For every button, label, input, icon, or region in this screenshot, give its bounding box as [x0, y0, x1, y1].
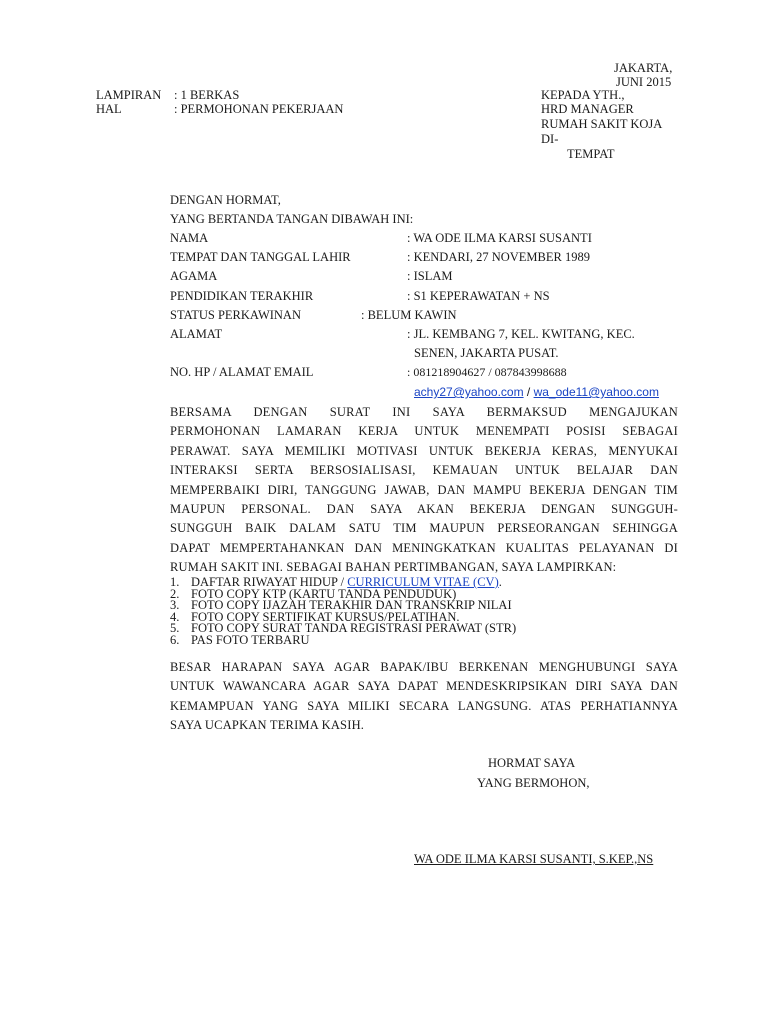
hal-value: : PERMOHONAN PEKERJAAN — [174, 102, 344, 116]
field-alamat-value2: SENEN, JAKARTA PUSAT. — [414, 346, 559, 360]
body2-line: SAYA UCAPKAN TERIMA KASIH. — [170, 718, 365, 733]
attachment-text: DAFTAR RIWAYAT HIDUP / — [191, 575, 348, 589]
field-agama-label: AGAMA — [170, 269, 218, 283]
field-alamat-value: : JL. KEMBANG 7, KEL. KWITANG, KEC. — [407, 327, 635, 341]
body1-line: RUMAH SAKIT INI. SEBAGAI BAHAN PERTIMBANGAN, SAYA LAMPIRKAN: — [170, 560, 617, 575]
attachment-num: 4. — [170, 609, 180, 624]
attachment-text: PAS FOTO TERBARU — [191, 632, 310, 647]
intro-text: YANG BERTANDA TANGAN DIBAWAH INI: — [170, 212, 414, 226]
attachment-num: 5. — [170, 621, 180, 635]
attachment-text: FOTO COPY KTP (KARTU TANDA PENDUDUK) — [191, 586, 457, 601]
attachment-list — [170, 577, 516, 646]
body-paragraph-2 — [170, 658, 678, 736]
body1-line: MAUPUN PERSONAL. DAN SAYA AKAN BEKERJA DENGAN SUNGGUH- — [170, 502, 678, 517]
body1-line: INTERAKSI SERTA BERSOSIALISASI, KEMAUAN UNTUK BELAJAR DAN — [170, 463, 678, 478]
body1-line: PERMOHONAN LAMARAN KERJA UNTUK MENEMPATI POSISI SEBAGAI — [170, 424, 678, 439]
field-alamat-label: ALAMAT — [170, 327, 223, 341]
email-link-1[interactable]: achy27@yahoo.com — [414, 385, 524, 399]
attachment-after: . — [498, 575, 502, 589]
body1-line: PERAWAT. SAYA MEMILIKI MOTIVASI UNTUK BEKERJA KERAS, MENYUKAI — [170, 443, 678, 458]
body1-line: SUNGGUH BAIK DALAM SATU TIM MAUPUN PERSEORANGAN SEHINGGA — [170, 521, 678, 536]
attachment-num: 2. — [170, 586, 180, 601]
lampiran-label: LAMPIRAN — [96, 88, 162, 102]
field-ttl-value: : KENDARI, 27 NOVEMBER 1989 — [407, 250, 590, 264]
field-nama-value: : WA ODE ILMA KARSI SUSANTI — [407, 231, 592, 245]
recipient-line4: DI- — [541, 132, 559, 146]
greeting: DENGAN HORMAT, — [170, 193, 281, 207]
field-agama-value: : ISLAM — [407, 269, 453, 283]
body1-line: DAPAT MEMPERTAHANKAN DAN MENINGKATKAN KUALITAS PELAYANAN DI — [170, 540, 678, 555]
body1-line: MEMPERBAIKI DIRI, TANGGUNG JAWAB, DAN MAMPU BEKERJA DENGAN TIM — [170, 482, 678, 497]
field-pendidikan-label: PENDIDIKAN TERAKHIR — [170, 289, 314, 303]
attachment-num: 1. — [170, 575, 180, 589]
email-line — [414, 385, 659, 400]
cv-link[interactable]: CURRICULUM VITAE (CV) — [347, 575, 499, 589]
recipient-line1: KEPADA YTH., — [541, 88, 625, 102]
attachment-item — [170, 632, 516, 647]
hal-label: HAL — [96, 102, 122, 116]
signature-name: WA ODE ILMA KARSI SUSANTI, S.KEP.,NS — [414, 852, 654, 866]
recipient-line2: HRD MANAGER — [541, 102, 634, 116]
field-status-label: STATUS PERKAWINAN — [170, 308, 301, 322]
body-paragraph-1 — [170, 403, 678, 578]
closing-line2: YANG BERMOHON, — [477, 776, 590, 790]
body2-line: UNTUK WAWANCARA AGAR SAYA DAPAT MENDESKRIPSIKAN DIRI SAYA DAN — [170, 679, 678, 694]
closing-line1: HORMAT SAYA — [488, 756, 576, 770]
field-ttl-label: TEMPAT DAN TANGGAL LAHIR — [170, 250, 351, 264]
date-text: JUNI 2015 — [616, 75, 672, 89]
body2-line: KEMAMPUAN YANG SAYA MILIKI SECARA LANGSUNG. ATAS PERHATIANNYA — [170, 698, 678, 713]
body1-line: BERSAMA DENGAN SURAT INI SAYA BERMAKSUD MENGAJUKAN — [170, 405, 678, 419]
field-kontak-value: : 081218904627 / 087843998688 — [407, 365, 567, 379]
email-separator: / — [523, 385, 534, 399]
field-pendidikan-value: : S1 KEPERAWATAN + NS — [407, 289, 550, 303]
lampiran-value: : 1 BERKAS — [174, 88, 240, 102]
recipient-line5: TEMPAT — [567, 147, 615, 161]
attachment-num: 6. — [170, 632, 180, 647]
attachment-text: FOTO COPY SURAT TANDA REGISTRASI PERAWAT (STR) — [191, 621, 517, 635]
city-text: JAKARTA, — [614, 61, 673, 75]
email-link-2[interactable]: wa_ode11@yahoo.com — [533, 385, 659, 399]
body2-line: BESAR HARAPAN SAYA AGAR BAPAK/IBU BERKENAN MENGHUBUNGI SAYA — [170, 660, 678, 674]
attachment-text: FOTO COPY SERTIFIKAT KURSUS/PELATIHAN. — [191, 609, 460, 624]
field-nama-label: NAMA — [170, 231, 209, 245]
field-kontak-label: NO. HP / ALAMAT EMAIL — [170, 365, 314, 379]
attachment-text: FOTO COPY IJAZAH TERAKHIR DAN TRANSKRIP NILAI — [191, 598, 512, 612]
attachment-num: 3. — [170, 598, 180, 612]
field-status-value: : BELUM KAWIN — [361, 308, 457, 322]
recipient-line3: RUMAH SAKIT KOJA — [541, 117, 663, 131]
